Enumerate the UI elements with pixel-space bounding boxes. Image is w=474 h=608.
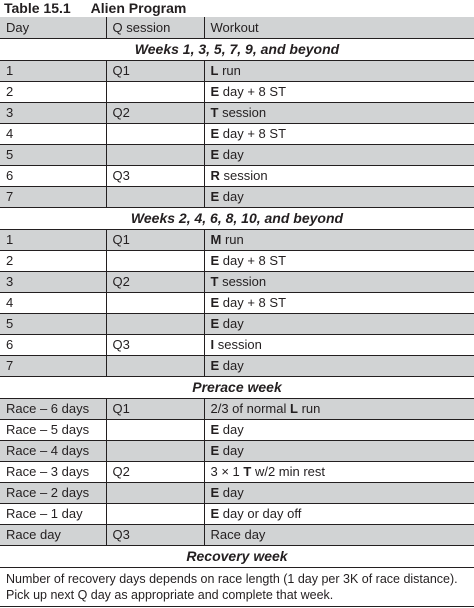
workout-type-code: E	[210, 485, 220, 500]
workout-detail: day or day off	[219, 506, 302, 521]
workout-detail: w/2 min rest	[251, 464, 326, 479]
workout-cell	[204, 483, 474, 504]
table-row	[0, 356, 474, 377]
q-session-cell: Q3	[106, 166, 204, 187]
workout-type-code: E	[210, 295, 220, 310]
day-cell: 4	[0, 124, 106, 145]
table-row	[0, 124, 474, 145]
q-session-cell	[106, 124, 204, 145]
day-cell: 6	[0, 335, 106, 356]
table-row	[0, 187, 474, 208]
q-session-cell	[106, 82, 204, 103]
day-cell: 7	[0, 356, 106, 377]
workout-detail: session	[218, 105, 267, 120]
section-title: Recovery week	[0, 546, 474, 568]
q-session-cell	[106, 145, 204, 166]
q-session-cell	[106, 483, 204, 504]
workout-cell	[204, 187, 474, 208]
workout-detail: day	[219, 485, 244, 500]
day-cell: 1	[0, 230, 106, 251]
day-cell: Race – 1 day	[0, 504, 106, 525]
table-row	[0, 483, 474, 504]
day-cell: Race – 3 days	[0, 462, 106, 483]
workout-cell	[204, 251, 474, 272]
workout-detail: day	[219, 443, 244, 458]
workout-type-code: E	[210, 443, 220, 458]
workout-cell	[204, 314, 474, 335]
workout-detail: day + 8 ST	[219, 253, 287, 268]
workout-cell	[204, 103, 474, 124]
workout-type-code: R	[210, 168, 220, 183]
table-row	[0, 399, 474, 420]
workout-cell	[204, 293, 474, 314]
q-session-cell: Q3	[106, 525, 204, 546]
workout-detail: session	[218, 274, 267, 289]
workout-detail: day	[219, 358, 244, 373]
q-session-cell: Q1	[106, 399, 204, 420]
q-session-cell	[106, 314, 204, 335]
q-session-cell	[106, 293, 204, 314]
day-cell: 3	[0, 103, 106, 124]
workout-prefix: 3 × 1	[210, 464, 244, 479]
q-session-cell: Q1	[106, 61, 204, 82]
section-title: Prerace week	[0, 377, 474, 399]
table-row	[0, 293, 474, 314]
section-header-row	[0, 546, 474, 568]
day-cell: Race day	[0, 525, 106, 546]
alien-program-table	[0, 17, 474, 607]
table-caption	[4, 0, 186, 18]
workout-type-code: L	[210, 63, 219, 78]
header-row	[0, 17, 474, 39]
workout-type-code: E	[210, 147, 220, 162]
workout-type-code: E	[210, 189, 220, 204]
q-session-cell	[106, 187, 204, 208]
workout-detail: run	[297, 401, 321, 416]
workout-detail: day + 8 ST	[219, 126, 287, 141]
table-body	[0, 39, 474, 607]
q-session-cell	[106, 251, 204, 272]
workout-type-code: T	[210, 105, 219, 120]
section-header-row	[0, 208, 474, 230]
workout-cell	[204, 272, 474, 293]
q-session-cell: Q2	[106, 272, 204, 293]
table-row	[0, 314, 474, 335]
workout-type-code: E	[210, 253, 220, 268]
workout-type-code: E	[210, 84, 220, 99]
section-title: Weeks 1, 3, 5, 7, 9, and beyond	[0, 39, 474, 61]
table-row	[0, 335, 474, 356]
day-cell: 5	[0, 145, 106, 166]
day-cell: 6	[0, 166, 106, 187]
workout-type-code: M	[210, 232, 222, 247]
table-row	[0, 441, 474, 462]
workout-detail: run	[218, 63, 241, 78]
day-cell: 1	[0, 61, 106, 82]
workout-cell	[204, 230, 474, 251]
day-cell: 3	[0, 272, 106, 293]
day-cell: Race – 5 days	[0, 420, 106, 441]
q-session-cell: Q2	[106, 462, 204, 483]
day-cell: 5	[0, 314, 106, 335]
table-row	[0, 420, 474, 441]
workout-detail: Race day	[210, 527, 266, 542]
day-cell: 2	[0, 251, 106, 272]
recovery-note: Number of recovery days depends on race length (1 day per 3K of race distance). Pick up next Q day as appropriate and complete that week.	[0, 568, 474, 607]
q-session-cell	[106, 420, 204, 441]
note-row	[0, 568, 474, 607]
workout-detail: day + 8 ST	[219, 295, 287, 310]
workout-type-code: T	[210, 274, 219, 289]
header-workout: Workout	[204, 17, 474, 39]
workout-cell	[204, 462, 474, 483]
workout-type-code: E	[210, 126, 220, 141]
table-row	[0, 462, 474, 483]
workout-type-code: T	[243, 464, 252, 479]
workout-type-code: I	[210, 337, 215, 352]
workout-cell	[204, 356, 474, 377]
q-session-cell: Q1	[106, 230, 204, 251]
workout-cell	[204, 399, 474, 420]
table-row	[0, 61, 474, 82]
table-row	[0, 504, 474, 525]
workout-detail: session	[219, 168, 268, 183]
workout-cell	[204, 441, 474, 462]
workout-type-code: E	[210, 358, 220, 373]
workout-detail: day	[219, 316, 244, 331]
table-row	[0, 145, 474, 166]
workout-detail: day	[219, 147, 244, 162]
table-row	[0, 272, 474, 293]
workout-detail: day	[219, 422, 244, 437]
workout-detail: day	[219, 189, 244, 204]
workout-cell	[204, 525, 474, 546]
q-session-cell: Q2	[106, 103, 204, 124]
table-row	[0, 166, 474, 187]
workout-cell	[204, 335, 474, 356]
q-session-cell	[106, 504, 204, 525]
q-session-cell	[106, 356, 204, 377]
day-cell: 2	[0, 82, 106, 103]
workout-cell	[204, 166, 474, 187]
workout-cell	[204, 61, 474, 82]
day-cell: Race – 4 days	[0, 441, 106, 462]
caption-label: Table 15.1	[4, 0, 71, 16]
workout-type-code: E	[210, 506, 220, 521]
day-cell: 7	[0, 187, 106, 208]
caption-title: Alien Program	[90, 0, 187, 16]
workout-type-code: L	[290, 401, 298, 416]
table-row	[0, 525, 474, 546]
workout-cell	[204, 504, 474, 525]
q-session-cell	[106, 441, 204, 462]
workout-detail: day + 8 ST	[219, 84, 287, 99]
workout-detail: session	[214, 337, 262, 352]
header-q-session: Q session	[106, 17, 204, 39]
table-row	[0, 82, 474, 103]
section-header-row	[0, 39, 474, 61]
section-header-row	[0, 377, 474, 399]
header-day: Day	[0, 17, 106, 39]
table-row	[0, 103, 474, 124]
workout-cell	[204, 124, 474, 145]
q-session-cell: Q3	[106, 335, 204, 356]
day-cell: 4	[0, 293, 106, 314]
day-cell: Race – 6 days	[0, 399, 106, 420]
day-cell: Race – 2 days	[0, 483, 106, 504]
workout-cell	[204, 145, 474, 166]
workout-detail: run	[221, 232, 244, 247]
section-title: Weeks 2, 4, 6, 8, 10, and beyond	[0, 208, 474, 230]
workout-prefix: 2/3 of normal	[210, 401, 290, 416]
table-row	[0, 230, 474, 251]
workout-cell	[204, 420, 474, 441]
workout-type-code: E	[210, 422, 220, 437]
table-row	[0, 251, 474, 272]
workout-type-code: E	[210, 316, 220, 331]
workout-cell	[204, 82, 474, 103]
